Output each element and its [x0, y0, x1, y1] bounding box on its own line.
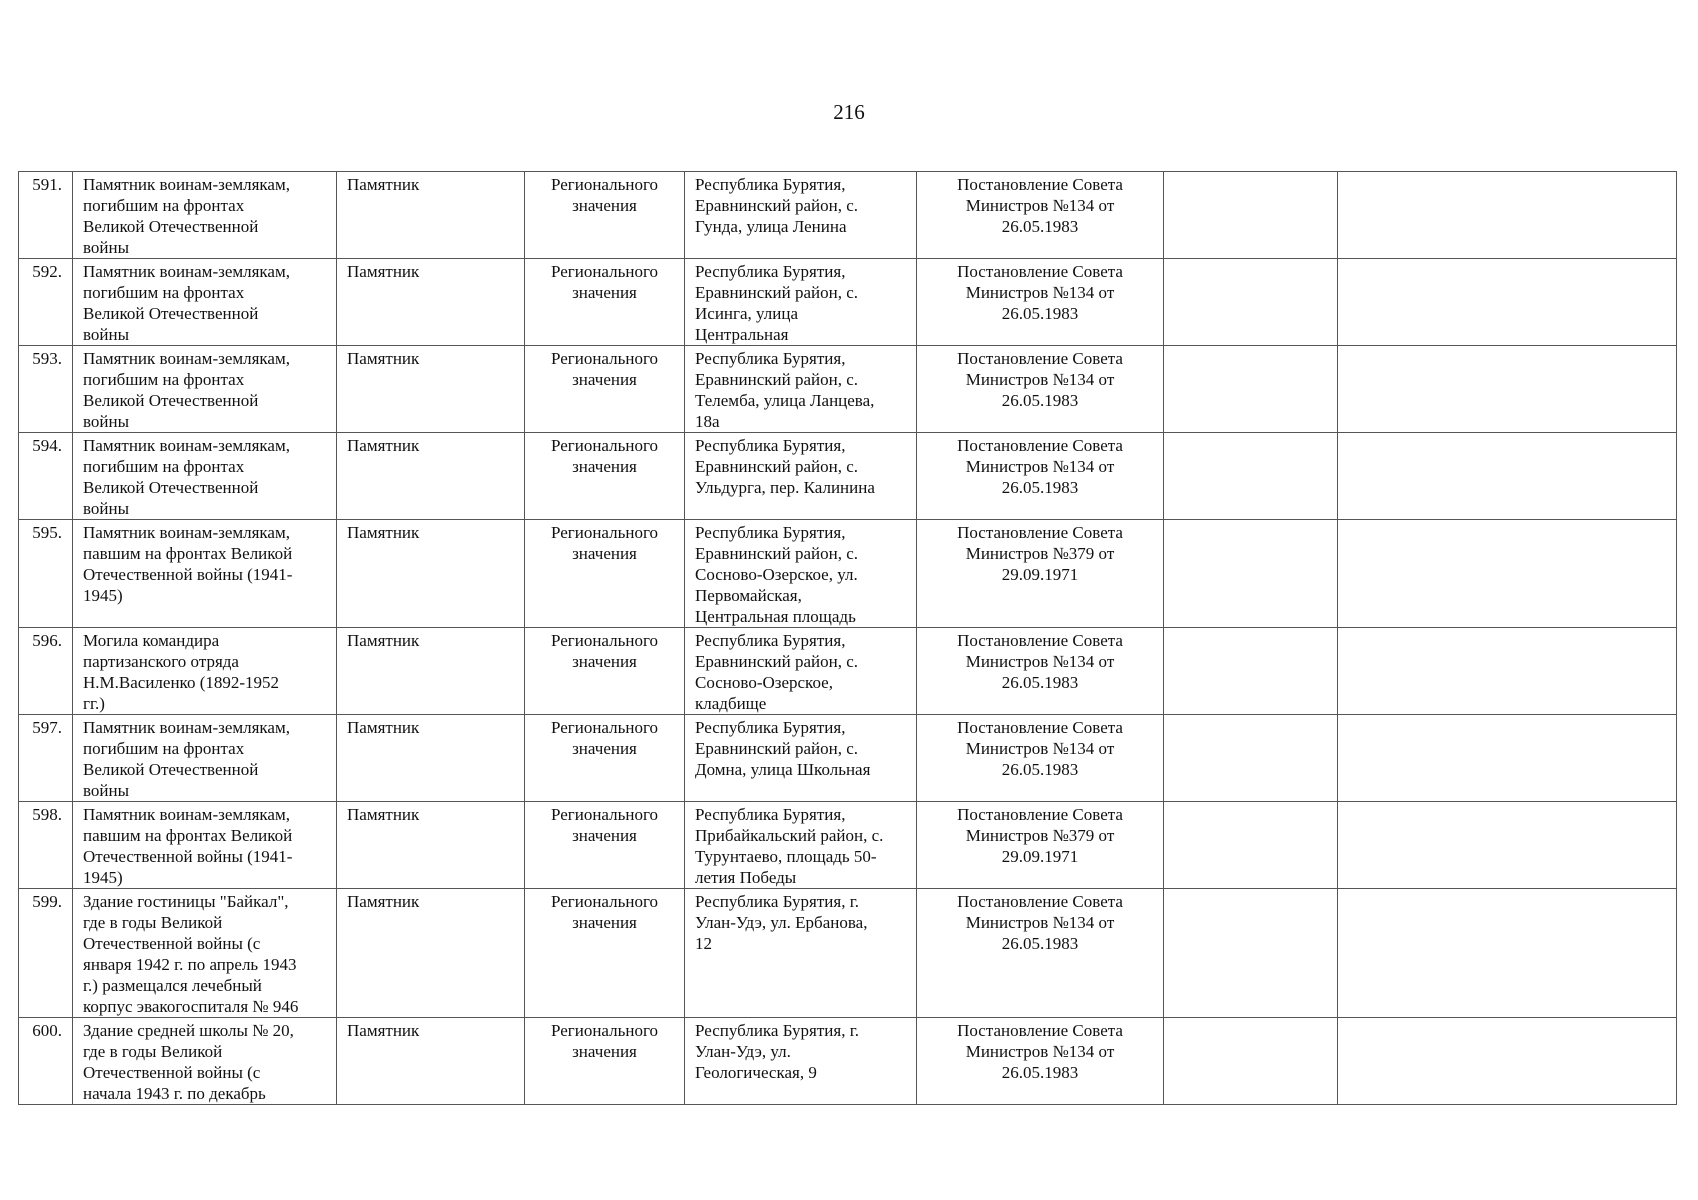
object-category: Регионального значения	[525, 628, 685, 715]
row-number: 596.	[19, 628, 73, 715]
object-name: Памятник воинам-землякам, погибшим на фронтах Великой Отечественной войны	[73, 172, 337, 259]
row-number: 592.	[19, 259, 73, 346]
object-address: Республика Бурятия, Еравнинский район, с. Исинга, улица Центральная	[685, 259, 917, 346]
object-address: Республика Бурятия, Еравнинский район, с. Сосново-Озерское, кладбище	[685, 628, 917, 715]
object-type: Памятник	[337, 715, 525, 802]
empty-cell-8	[1338, 172, 1677, 259]
empty-cell-7	[1164, 433, 1338, 520]
row-number: 597.	[19, 715, 73, 802]
object-address: Республика Бурятия, Еравнинский район, с. Гунда, улица Ленина	[685, 172, 917, 259]
empty-cell-7	[1164, 520, 1338, 628]
empty-cell-8	[1338, 715, 1677, 802]
object-name: Памятник воинам-землякам, погибшим на фронтах Великой Отечественной войны	[73, 715, 337, 802]
empty-cell-7	[1164, 889, 1338, 1018]
empty-cell-8	[1338, 628, 1677, 715]
object-address: Республика Бурятия, г. Улан-Удэ, ул. Геологическая, 9	[685, 1018, 917, 1105]
object-category: Регионального значения	[525, 715, 685, 802]
object-address: Республика Бурятия, Еравнинский район, с. Сосново-Озерское, ул. Первомайская, Центральная площадь	[685, 520, 917, 628]
empty-cell-7	[1164, 346, 1338, 433]
object-category: Регионального значения	[525, 802, 685, 889]
object-address: Республика Бурятия, Еравнинский район, с. Домна, улица Школьная	[685, 715, 917, 802]
empty-cell-8	[1338, 1018, 1677, 1105]
object-category: Регионального значения	[525, 889, 685, 1018]
object-type: Памятник	[337, 889, 525, 1018]
object-category: Регионального значения	[525, 259, 685, 346]
row-number: 599.	[19, 889, 73, 1018]
object-category: Регионального значения	[525, 172, 685, 259]
object-name: Здание гостиницы "Байкал", где в годы Великой Отечественной войны (с января 1942 г. по апрель 1943 г.) размещался лечебный корпус эвакогоспиталя № 946	[73, 889, 337, 1018]
object-name: Памятник воинам-землякам, павшим на фронтах Великой Отечественной войны (1941- 1945)	[73, 520, 337, 628]
table-row	[19, 628, 1677, 715]
row-number: 595.	[19, 520, 73, 628]
object-name: Могила командира партизанского отряда Н.М.Василенко (1892-1952 гг.)	[73, 628, 337, 715]
object-category: Регионального значения	[525, 520, 685, 628]
empty-cell-7	[1164, 172, 1338, 259]
table-row	[19, 172, 1677, 259]
empty-cell-8	[1338, 889, 1677, 1018]
legal-document: Постановление Совета Министров №134 от 26.05.1983	[917, 433, 1164, 520]
table-row	[19, 715, 1677, 802]
row-number: 598.	[19, 802, 73, 889]
legal-document: Постановление Совета Министров №134 от 26.05.1983	[917, 715, 1164, 802]
object-category: Регионального значения	[525, 433, 685, 520]
legal-document: Постановление Совета Министров №379 от 29.09.1971	[917, 802, 1164, 889]
object-category: Регионального значения	[525, 1018, 685, 1105]
empty-cell-7	[1164, 802, 1338, 889]
legal-document: Постановление Совета Министров №134 от 26.05.1983	[917, 1018, 1164, 1105]
object-type: Памятник	[337, 520, 525, 628]
table-body	[19, 172, 1677, 1105]
table-row	[19, 259, 1677, 346]
empty-cell-8	[1338, 259, 1677, 346]
object-name: Здание средней школы № 20, где в годы Великой Отечественной войны (с начала 1943 г. по декабрь	[73, 1018, 337, 1105]
table-row	[19, 802, 1677, 889]
legal-document: Постановление Совета Министров №134 от 26.05.1983	[917, 628, 1164, 715]
object-address: Республика Бурятия, Еравнинский район, с. Телемба, улица Ланцева, 18а	[685, 346, 917, 433]
empty-cell-8	[1338, 433, 1677, 520]
object-name: Памятник воинам-землякам, погибшим на фронтах Великой Отечественной войны	[73, 433, 337, 520]
object-category: Регионального значения	[525, 346, 685, 433]
object-type: Памятник	[337, 628, 525, 715]
heritage-registry-table	[18, 171, 1677, 1105]
empty-cell-8	[1338, 520, 1677, 628]
object-name: Памятник воинам-землякам, погибшим на фронтах Великой Отечественной войны	[73, 259, 337, 346]
object-address: Республика Бурятия, Прибайкальский район, с. Турунтаево, площадь 50- летия Победы	[685, 802, 917, 889]
table-row	[19, 889, 1677, 1018]
table-row	[19, 520, 1677, 628]
row-number: 600.	[19, 1018, 73, 1105]
table-row	[19, 1018, 1677, 1105]
page-number: 216	[833, 100, 865, 124]
object-address: Республика Бурятия, Еравнинский район, с. Ульдурга, пер. Калинина	[685, 433, 917, 520]
object-address: Республика Бурятия, г. Улан-Удэ, ул. Ербанова, 12	[685, 889, 917, 1018]
row-number: 594.	[19, 433, 73, 520]
object-type: Памятник	[337, 1018, 525, 1105]
object-name: Памятник воинам-землякам, павшим на фронтах Великой Отечественной войны (1941- 1945)	[73, 802, 337, 889]
row-number: 593.	[19, 346, 73, 433]
table-row	[19, 433, 1677, 520]
object-type: Памятник	[337, 172, 525, 259]
object-type: Памятник	[337, 346, 525, 433]
object-type: Памятник	[337, 802, 525, 889]
empty-cell-7	[1164, 715, 1338, 802]
row-number: 591.	[19, 172, 73, 259]
empty-cell-7	[1164, 628, 1338, 715]
object-type: Памятник	[337, 433, 525, 520]
object-name: Памятник воинам-землякам, погибшим на фронтах Великой Отечественной войны	[73, 346, 337, 433]
empty-cell-8	[1338, 802, 1677, 889]
legal-document: Постановление Совета Министров №134 от 26.05.1983	[917, 172, 1164, 259]
legal-document: Постановление Совета Министров №379 от 29.09.1971	[917, 520, 1164, 628]
object-type: Памятник	[337, 259, 525, 346]
empty-cell-8	[1338, 346, 1677, 433]
legal-document: Постановление Совета Министров №134 от 26.05.1983	[917, 259, 1164, 346]
empty-cell-7	[1164, 259, 1338, 346]
legal-document: Постановление Совета Министров №134 от 26.05.1983	[917, 889, 1164, 1018]
legal-document: Постановление Совета Министров №134 от 26.05.1983	[917, 346, 1164, 433]
empty-cell-7	[1164, 1018, 1338, 1105]
table-row	[19, 346, 1677, 433]
